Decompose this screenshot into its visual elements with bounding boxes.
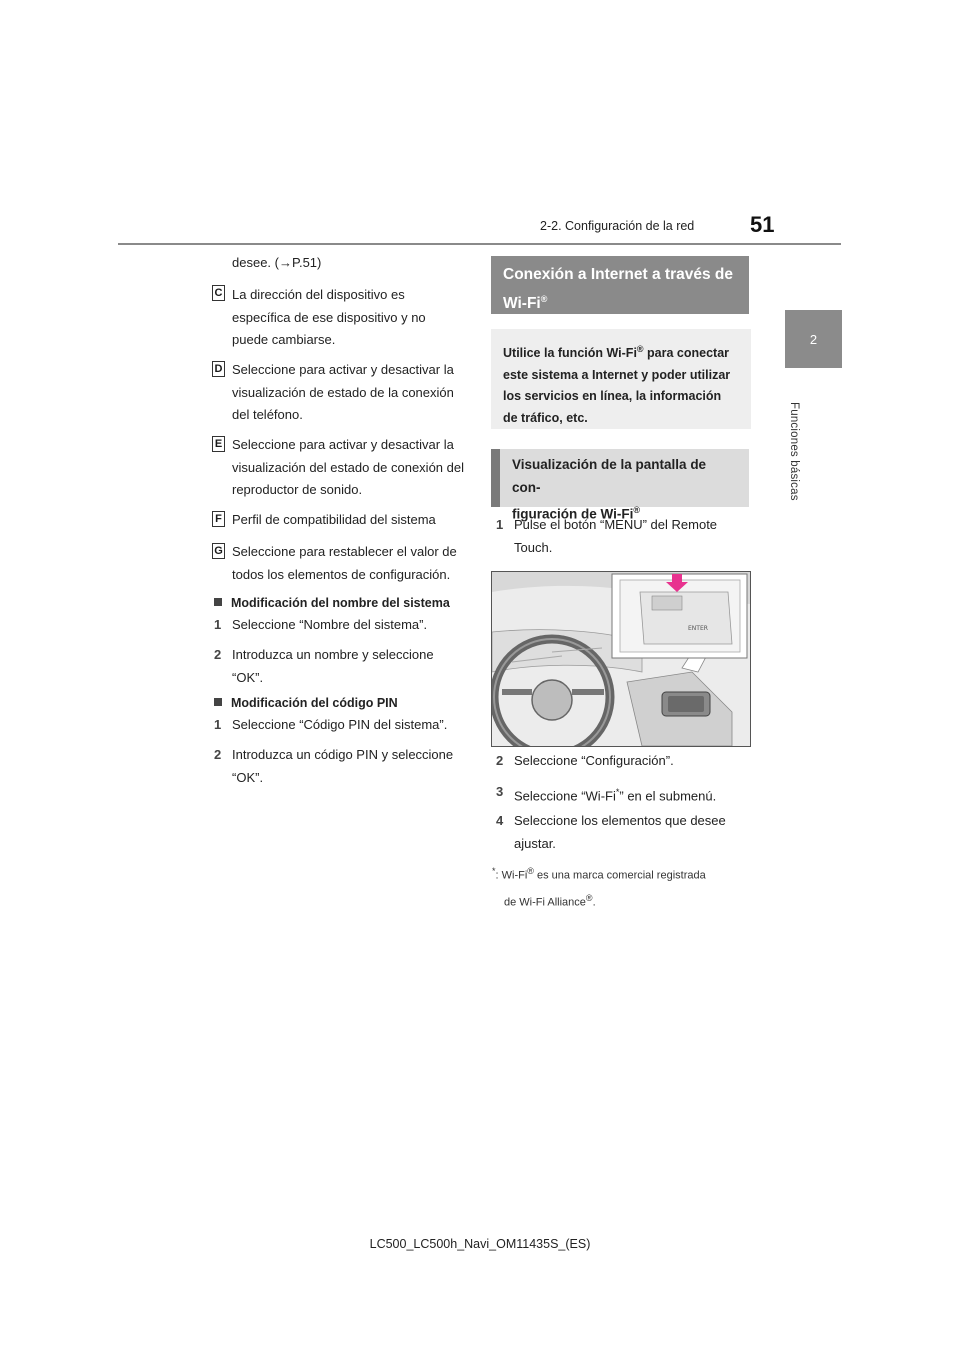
step-number: 1: [214, 617, 222, 632]
square-bullet-icon: [214, 698, 222, 706]
step-number: 2: [214, 747, 222, 762]
dashboard-drawing: [492, 572, 750, 746]
step-number: 1: [496, 517, 504, 532]
step-text: Introduzca un código PIN y seleccione “OK”.: [232, 747, 454, 785]
step-number: 2: [496, 753, 504, 768]
chapter-tab-number: 2: [809, 331, 818, 347]
item-text-d: Seleccione para activar y desactivar la visualización de estado de la conexión del teléfono.: [232, 362, 454, 422]
step-number: 4: [496, 813, 504, 828]
name-section-heading: Modificación del nombre del sistema: [214, 596, 450, 610]
step-text: Pulse el botón “MENU” del Remote Touch.: [514, 517, 718, 555]
step-number: 2: [214, 647, 222, 662]
step-number: 3: [496, 784, 504, 799]
chapter-tab-label: Funciones básicas: [788, 402, 800, 501]
wifi-heading: Conexión a Internet a través de Wi-Fi®: [491, 256, 749, 314]
item-text-c: La dirección del dispositivo es específica de ese dispositivo y no puede cambiarse.: [232, 287, 426, 347]
footnote: *: Wi-Fi® es una marca comercial registrada de Wi-Fi Alliance®.: [492, 866, 706, 909]
section-title: 2-2. Configuración de la red: [540, 219, 695, 233]
page-number: 51: [750, 212, 775, 237]
step-text: Seleccione “Código PIN del sistema”.: [232, 717, 448, 732]
step-text: Seleccione “Configuración”.: [514, 753, 674, 768]
wifi-intro: Utilice la función Wi-Fi® para conectar este sistema a Internet y poder utilizar los servicios en línea, la información de tráfico, etc.: [491, 329, 751, 429]
svg-text:ENTER: ENTER: [688, 625, 708, 632]
item-letter-g: G: [212, 543, 225, 559]
item-letter-d: D: [212, 361, 225, 377]
item-letter-e: E: [212, 436, 225, 452]
item-letter-f: F: [212, 511, 225, 527]
step-text: Seleccione los elementos que desee ajustar.: [514, 813, 726, 851]
pin-section-heading: Modificación del código PIN: [214, 696, 398, 710]
item-text-g: Seleccione para restablecer el valor de todos los elementos de configuración.: [232, 544, 457, 582]
step-text: Introduzca un nombre y seleccione “OK”.: [232, 647, 434, 685]
wifi-subheading: Visualización de la pantalla de con- figuración de Wi-Fi®: [491, 449, 749, 507]
continuation-text: desee. (→P.51): [232, 255, 322, 270]
footer-model-code: LC500_LC500h_Navi_OM11435S_(ES): [369, 1237, 591, 1251]
header-rule: [118, 243, 841, 245]
item-text-e: Seleccione para activar y desactivar la visualización del estado de conexión del reproductor de sonido.: [232, 437, 464, 497]
step-text: Seleccione “Wi-Fi*” en el submenú.: [514, 787, 717, 804]
item-text-f: Perfil de compatibilidad del sistema: [232, 512, 436, 527]
step-number: 1: [214, 717, 222, 732]
remote-touch-illustration: [491, 571, 751, 747]
chapter-tab: [785, 310, 842, 368]
square-bullet-icon: [214, 598, 222, 606]
step-text: Seleccione “Nombre del sistema”.: [232, 617, 428, 632]
item-letter-c: C: [212, 285, 225, 301]
